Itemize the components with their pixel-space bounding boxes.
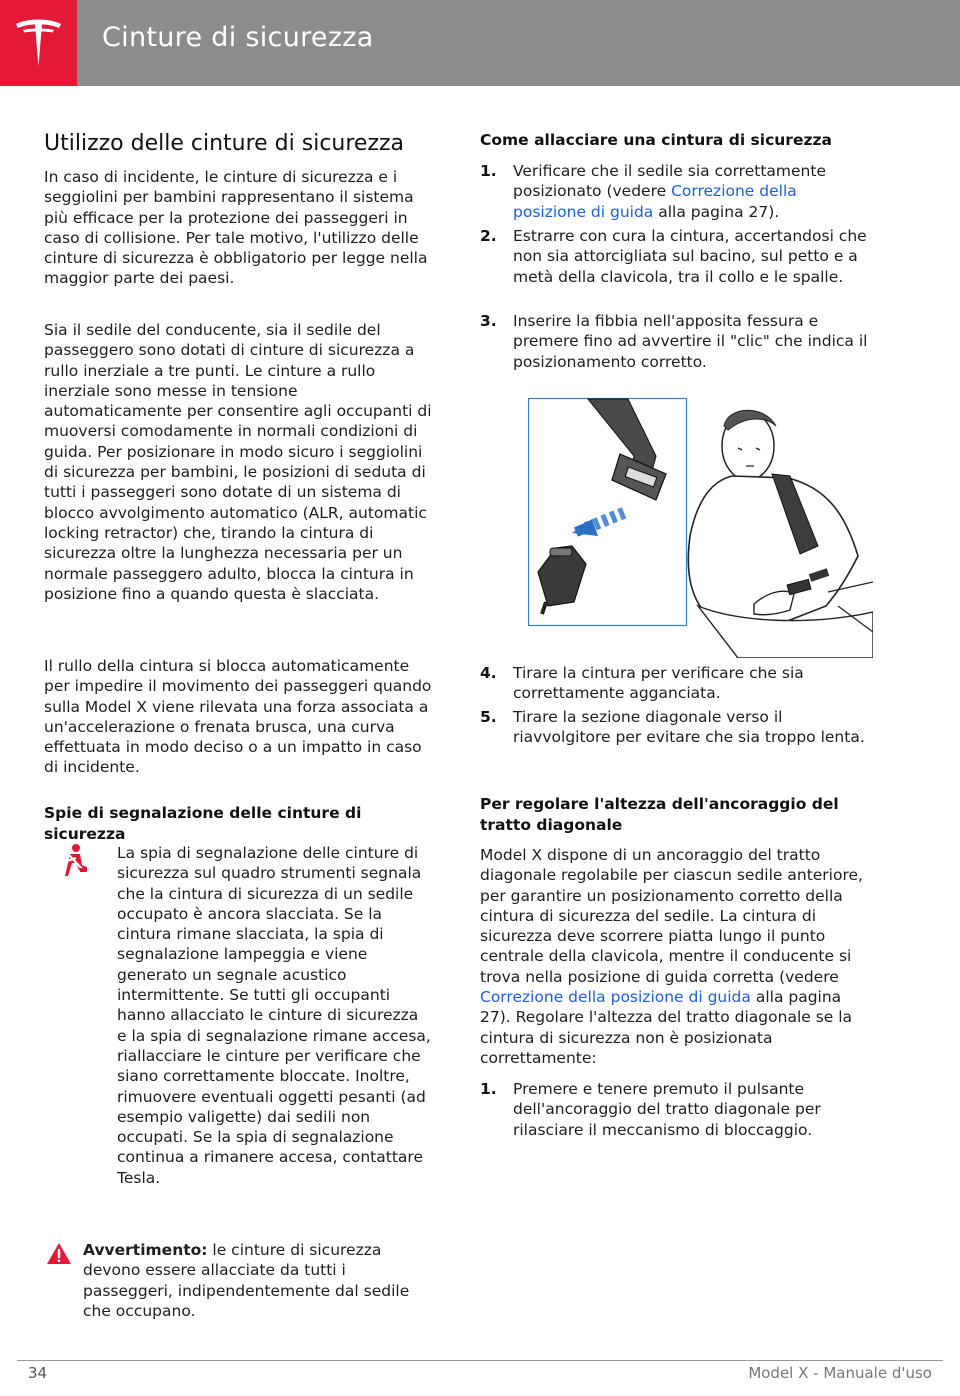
paragraph-seatbelts: Sia il sedile del conducente, sia il sedile del passeggero sono dotati di cinture di sicurezza a rullo inerziale a tre punti. Le cinture a rullo inerziale sono messe in tensione automaticamente per consentire agli occupanti di muoversi comodamente in normali condizioni di guida. Per posizionare in modo sicuro i seggiolini di sicurezza per bambini, le posizioni di seduta di tutti i passeggeri sono dotate di un sistema di blocco avvolgimento automatico (ALR, automatic locking retractor) che, tirando la cintura di sicurezza oltre la lunghezza necessaria per un normale passeggero adulto, blocca la cintura in posizione fino a quando questa è slacciata.: [44, 321, 432, 603]
step-text: Tirare la sezione diagonale verso il riavvolgitore per evitare che sia troppo lenta.: [513, 708, 865, 747]
footer-divider: [17, 1360, 943, 1361]
seatbelt-warning-light-icon: [62, 843, 90, 879]
tesla-logo: [0, 0, 77, 86]
step-text: Estrarre con cura la cintura, accertandosi che non sia attorcigliata sul bacino, sul petto e a metà della clavicola, tra il collo e le spalle.: [513, 227, 867, 286]
step-number: 1.: [480, 1080, 497, 1098]
seatbelt-buckle-illustration: [528, 396, 873, 658]
step-text: Premere e tenere premuto il pulsante dell'ancoraggio del tratto diagonale per rilasciare il meccanismo di bloccaggio.: [513, 1080, 821, 1139]
warning-label: Avvertimento:: [83, 1241, 208, 1259]
step-number: 4.: [480, 664, 497, 682]
warning-text: le cinture di sicurezza devono essere allacciate da tutti i passeggeri, indipendentemente dal sedile che occupano.: [83, 1241, 410, 1320]
step-number: 3.: [480, 312, 497, 330]
step-text: Tirare la cintura per verificare che sia correttamente agganciata.: [513, 664, 804, 703]
list-item: [480, 311, 875, 373]
paragraph-retractor: Il rullo della cintura si blocca automaticamente per impedire il movimento dei passeggeri quando sulla Model X viene rilevata una forza associata a un'accelerazione o frenata brusca, una curva effettuata in modo deciso o a un impatto in caso di incidente.: [44, 657, 432, 777]
step-text: Verificare che il sedile sia correttamente posizionato (vedere Correzione della posizione di guida alla pagina 27).: [513, 162, 826, 221]
paragraph-intro: In caso di incidente, le cinture di sicurezza e i seggiolini per bambini rappresentano il sistema più efficace per la protezione dei passeggeri in caso di collisione. Per tale motivo, l'utilizzo delle cinture di sicurezza è obbligatorio per legge nella maggior parte dei paesi.: [44, 168, 428, 288]
list-item: [480, 161, 875, 223]
step-number: 5.: [480, 708, 497, 726]
link-driving-position[interactable]: Correzione della posizione di guida: [513, 182, 797, 221]
footer-title: Model X - Manuale d'uso: [748, 1364, 932, 1382]
page-header: [0, 0, 960, 86]
section-heading: Utilizzo delle cinture di sicurezza: [44, 131, 405, 156]
page-title: Cinture di sicurezza: [102, 22, 374, 53]
indicator-description: La spia di segnalazione delle cinture di sicurezza sul quadro strumenti segnala che la cintura di sicurezza di un sedile occupato è ancora slacciata. Se la cintura rimane slacciata, la spia di segnalazione lampeggia e viene generato un segnale acustico intermittente. Se tutti gli occupanti hanno allacciato le cinture di sicurezza e la spia di segnalazione rimane accesa, riallacciare le cinture per verificare che siano correttamente bloccate. Inoltre, rimuovere eventuali oggetti pesanti (ad esempio valigette) dai sedili non occupati. Se la spia di segnalazione continua a rimanere accesa, contattare Tesla.: [117, 844, 431, 1187]
subheading-indicators: Spie di segnalazione delle cinture di sicurezza: [44, 804, 362, 843]
list-item: [480, 707, 875, 769]
list-item: [480, 1079, 875, 1141]
tesla-logo-icon: [14, 18, 63, 68]
step-number: 1.: [480, 162, 497, 180]
list-item: [480, 226, 875, 308]
warning-triangle-icon: [46, 1242, 72, 1265]
heading-adjust-anchor: Per regolare l'altezza dell'ancoraggio del tratto diagonale: [480, 795, 839, 834]
paragraph-anchor: Model X dispone di un ancoraggio del tratto diagonale regolabile per ciascun sedile anteriore, per garantire un posizionamento corretto della cintura di sicurezza del sedile. La cintura di sicurezza deve scorrere piatta lungo il punto centrale della clavicola, mentre il conducente si trova nella posizione di guida corretta (vedere Correzione della posizione di guida alla pagina 27). Regolare l'altezza del tratto diagonale se la cintura di sicurezza non è posizionata correttamente:: [480, 846, 863, 1067]
list-item: [480, 663, 875, 705]
warning-note: [83, 1240, 438, 1321]
step-text: Inserire la fibbia nell'apposita fessura e premere fino ad avvertire il "clic" che indica il posizionamento corretto.: [513, 312, 868, 371]
heading-fasten: Come allacciare una cintura di sicurezza: [480, 131, 832, 149]
link-driving-position-2[interactable]: Correzione della posizione di guida: [480, 988, 751, 1007]
step-number: 2.: [480, 227, 497, 245]
page-number: 34: [28, 1364, 48, 1382]
